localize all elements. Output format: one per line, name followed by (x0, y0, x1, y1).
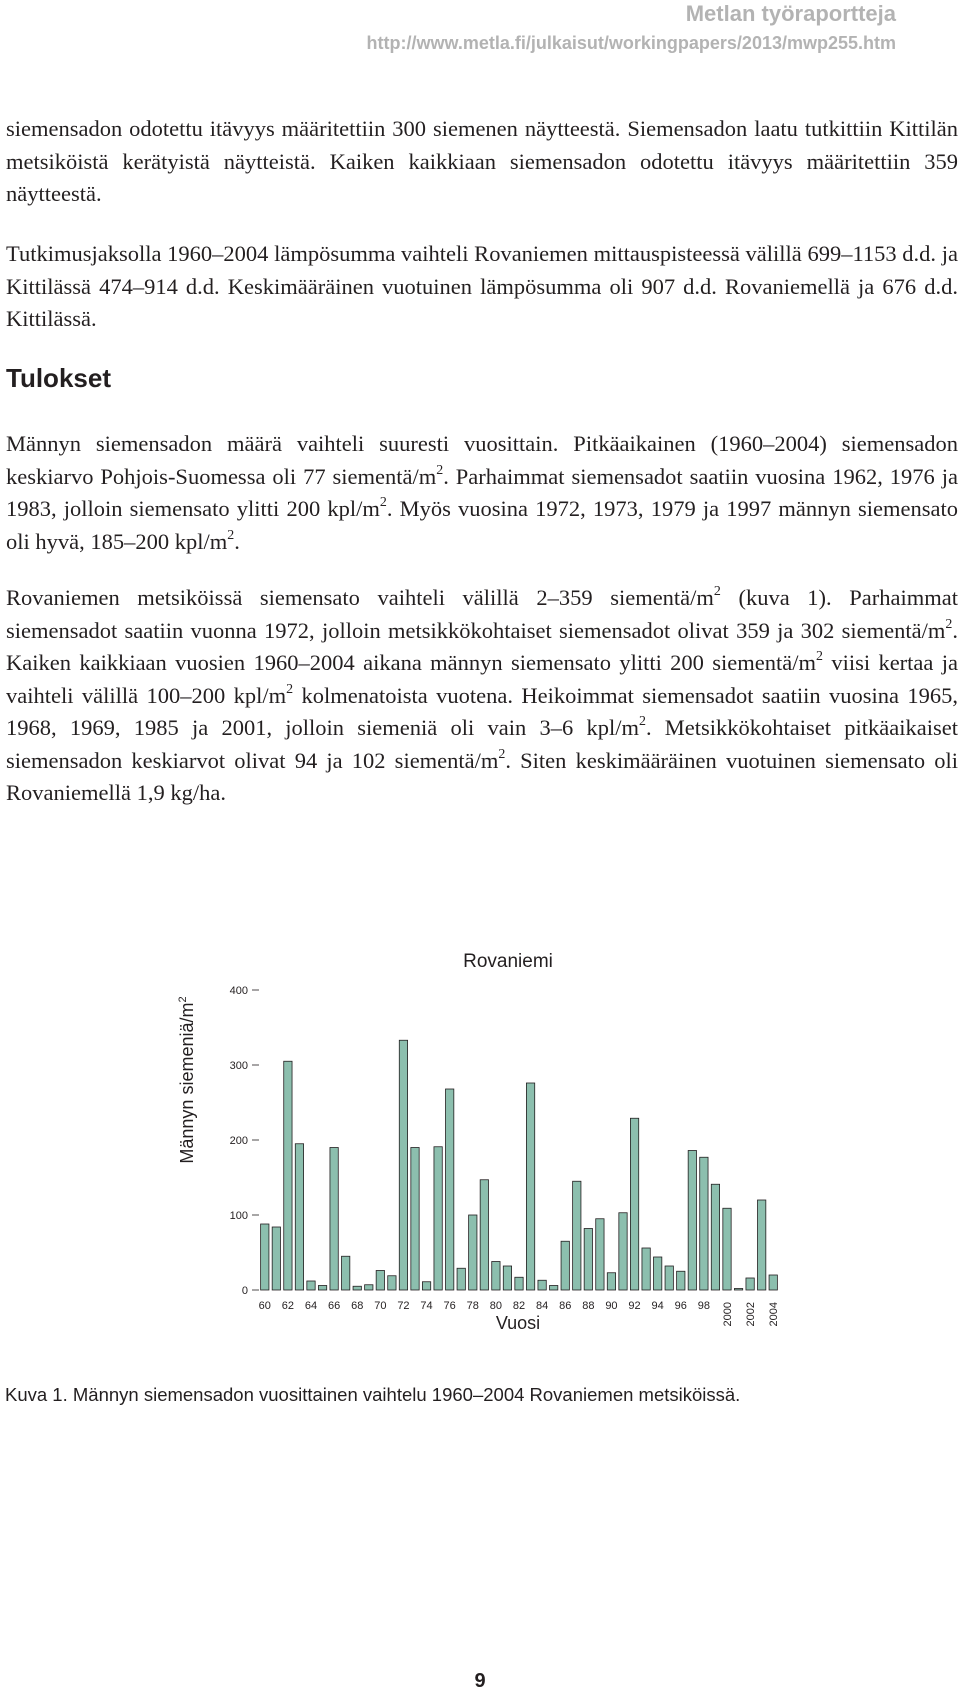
bar-1977 (457, 1268, 465, 1290)
y-axis-label: Männyn siemeniä/$m^2$ (177, 996, 197, 1164)
paragraph-2 (6, 238, 958, 336)
x-tick-label: 60 (258, 1300, 271, 1312)
bar-1995 (665, 1266, 673, 1290)
x-tick-label: 64 (304, 1300, 318, 1312)
section-heading: Tulokset (6, 363, 111, 393)
bar-1965 (318, 1286, 326, 1291)
bar-1996 (677, 1271, 685, 1290)
x-tick-label: 88 (582, 1300, 595, 1312)
bar-1990 (607, 1273, 615, 1290)
paragraph-1 (6, 113, 958, 211)
figure-caption: Kuva 1. Männyn siemensadon vuosittainen vaihtelu 1960–2004 Rovaniemen metsiköissä. (5, 1384, 741, 1405)
page-number: 9 (474, 1670, 486, 1692)
bar-2003 (758, 1200, 766, 1290)
y-tick-label: 100 (229, 1210, 248, 1222)
bar-1986 (561, 1241, 569, 1290)
x-tick-label: 90 (605, 1300, 618, 1312)
x-tick-label: 98 (697, 1300, 711, 1312)
bar-1970 (376, 1271, 384, 1291)
bar-1971 (388, 1276, 396, 1290)
series-title: Metlan työraportteja (685, 1, 896, 26)
bar-1961 (272, 1227, 280, 1290)
y-axis-ticks (230, 985, 259, 1297)
bar-1963 (295, 1144, 303, 1290)
bar-1994 (654, 1257, 662, 1290)
bar-1964 (307, 1281, 315, 1290)
seed-crop-bar-chart (0, 940, 960, 1340)
x-tick-label: 72 (397, 1300, 410, 1312)
bar-1999 (711, 1184, 719, 1290)
bar-1997 (688, 1151, 696, 1291)
bar-1992 (630, 1118, 638, 1290)
bar-1987 (573, 1181, 581, 1290)
bar-2000 (723, 1208, 731, 1290)
bar-1998 (700, 1157, 708, 1290)
x-tick-label: 70 (374, 1300, 387, 1312)
bar-1985 (550, 1286, 558, 1291)
x-tick-label: 86 (559, 1300, 572, 1312)
x-tick-label: 66 (327, 1300, 341, 1312)
x-tick-label: 62 (281, 1300, 295, 1312)
bar-1975 (434, 1147, 442, 1290)
y-tick-label: 300 (229, 1060, 248, 1072)
y-tick-label: 200 (229, 1135, 248, 1147)
bar-1989 (596, 1219, 604, 1290)
x-tick-label: 80 (489, 1300, 503, 1312)
bar-1969 (365, 1285, 373, 1290)
bar-2004 (769, 1275, 777, 1290)
bar-2002 (746, 1278, 754, 1290)
bar-1988 (584, 1229, 592, 1291)
bar-1991 (619, 1213, 627, 1290)
x-tick-label: 94 (651, 1300, 664, 1312)
bar-1978 (469, 1215, 477, 1290)
bar-1960 (261, 1224, 269, 1290)
bar-1980 (492, 1262, 500, 1291)
x-tick-label: 74 (420, 1300, 433, 1312)
paragraph-4-text: Rovaniemen metsiköissä siemensato vaihteli välillä 2–359 siementä/$m^2$ (kuva 1). Parhaimmat siemensadot saatiin vuonna 1972, jolloin metsikkökohtaiset siemensadot olivat 359 ja 302 siementä/$m^2$. Kaiken kaikkiaan vuosien 1960–2004 aikana männyn siemensato ylitti 200 siementä/$m^2$ viisi kertaa ja vaihteli välillä 100–200 kpl/$m^2$ kolmenatoista vuotena. Heikoimmat siemensadot saatiin vuosina 1965, 1968, 1969, 1985 ja 2001, jolloin siemeniä oli vain 3–6 kpl/$m^2$. Metsikkökohtaiset pitkäaikaiset siemensadon keskiarvot olivat 94 ja 102 siementä/$m^2$. Siten keskimääräinen vuotuinen siemensato oli Rovaniemellä 1,9 kg/ha. (6, 584, 958, 805)
bar-1993 (642, 1248, 650, 1290)
x-tick-label: 76 (443, 1300, 456, 1312)
x-tick-label: 78 (466, 1300, 479, 1312)
paragraph-2-text: Tutkimusjaksolla 1960–2004 lämpösumma vaihteli Rovaniemen mittauspisteessä välillä 699–1153 d.d. ja Kittilässä 474–914 d.d. Keskimääräinen vuotuinen lämpösumma oli 907 d.d. Rovaniemellä ja 676 d.d. Kittilässä. (6, 241, 958, 331)
bar-2001 (734, 1289, 742, 1291)
x-axis-label: Vuosi (495, 1313, 541, 1333)
bar-1962 (284, 1061, 292, 1290)
header-url[interactable]: http://www.metla.fi/julkaisut/workingpapers/2013/mwp255.htm (366, 33, 896, 53)
bar-1982 (515, 1277, 523, 1290)
y-tick-label: 400 (229, 985, 248, 997)
paragraph-3 (6, 428, 958, 558)
x-tick-label: 92 (628, 1300, 641, 1312)
bar-1973 (411, 1148, 419, 1291)
x-tick-label: 2000 (722, 1302, 734, 1327)
bar-1983 (526, 1083, 534, 1290)
x-tick-label: 2002 (745, 1302, 758, 1327)
bar-1976 (446, 1089, 454, 1290)
paragraph-3-text: Männyn siemensadon määrä vaihteli suuresti vuosittain. Pitkäaikainen (1960–2004) siemensadon keskiarvo Pohjois-Suomessa oli 77 siementä/$m^2$. Parhaimmat siemensadot saatiin vuosina 1962, 1976 ja 1983, jolloin siemensato ylitti 200 kpl/$m^2$. Myös vuosina 1972, 1973, 1979 ja 1997 männyn siemensato oli hyvä, 185–200 kpl/$m^2$. (6, 431, 958, 554)
x-tick-label: 82 (512, 1300, 526, 1312)
bar-1967 (342, 1256, 350, 1290)
bar-1968 (353, 1286, 361, 1290)
bar-1979 (480, 1180, 488, 1290)
x-tick-label: 84 (535, 1300, 549, 1312)
bars (261, 1040, 778, 1290)
chart-title: Rovaniemi (463, 951, 553, 972)
y-tick-label: 0 (241, 1285, 248, 1297)
paragraph-1-text: siemensadon odotettu itävyys määritettiin 300 siemenen näytteestä. Siemensadon laatu tutkittiin Kittilän metsiköistä kerätyistä näytteistä. Kaiken kaikkiaan siemensadon odotettu itävyys määritettiin 359 näytteestä. (6, 116, 958, 206)
paragraph-4 (6, 582, 958, 810)
running-header (367, 0, 896, 58)
x-tick-label: 68 (351, 1300, 364, 1312)
bar-1984 (538, 1280, 546, 1290)
x-tick-label: 96 (674, 1300, 687, 1312)
bar-1974 (422, 1282, 430, 1290)
bar-1966 (330, 1148, 338, 1291)
bar-1972 (399, 1040, 407, 1290)
x-tick-label: 2004 (768, 1302, 781, 1327)
bar-1981 (503, 1266, 511, 1290)
